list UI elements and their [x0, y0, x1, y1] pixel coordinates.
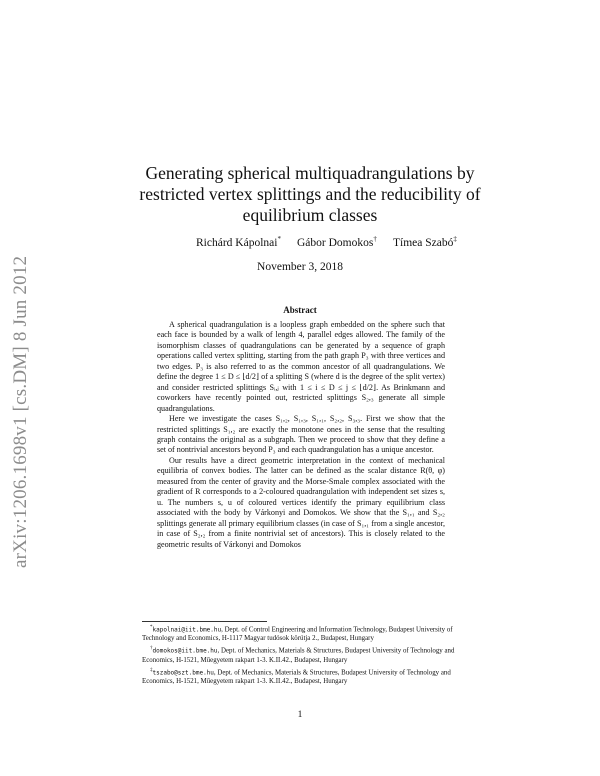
page-number: 1	[297, 710, 303, 720]
title-line: equilibrium classes	[242, 205, 378, 225]
title-line: restricted vertex splittings and the reducibility of	[139, 184, 481, 204]
footnote-email: domokos@iit.bme.hu	[152, 647, 218, 655]
footnote-email: tszabo@szt.bme.hu	[152, 668, 214, 676]
author-domokos: Gábor Domokos†	[297, 235, 377, 249]
footnote-rule	[142, 621, 267, 622]
abstract-paragraph: Here we investigate the cases S₁,₂, S₁,₃, S₁,₁, S₂,₂, S₃,₃. First we show that the restricted splittings S₁,₂ are exactly the monotone ones in the sense that the resulting graph contains the original as a subgraph. Then we proceed to show that they define a set of nontrivial ancestors beyond P₃ and each quadrangulation has a unique ancestor.	[157, 414, 445, 455]
author-szabo: Tímea Szabó‡	[393, 235, 457, 249]
abstract-paragraph: Our results have a direct geometric interpretation in the context of mechanical equilibria of convex bodies. The latter can be defined as the scalar distance R(θ, φ) measured from the center of gravity and the Morse-Smale complex associated with the gradient of R corresponds to a 2-coloured quadrangulation with independent set sizes s, u. The numbers s, u of coloured vertices identify the primary equilibrium class associated with the body by Várkonyi and Domokos. We show that the S₁,₁ and S₂,₂ splittings generate all primary equilibrium classes (in case of S₁,₁ from a single ancestor, in case of S₂,₂ from a finite nontrivial set of ancestors). This is closely related to the geometric results of Várkonyi and Domokos	[157, 455, 445, 549]
footnote-szabo: ‡tszabo@szt.bme.hu, Dept. of Mechanics, Materials & Structures, Budapest University of Technology and Economics, H-1521, Műegyetem rakpart 1-3. K.II.42., Budapest, Hungary	[142, 667, 451, 685]
abstract-paragraph: A spherical quadrangulation is a loopless graph embedded on the sphere such that each face is bounded by a walk of length 4, parallel edges allowed. The family of the isomorphism classes of quadrangulations can be generated by a sequence of graph operations called vertex splitting, starting from the path graph P₃ with three vertices and two edges. P₃ is also referred to as the common ancestor of all quadrangulations. We define the degree 1 ≤ D ≤ ⌊d/2⌋ of a splitting S (where d is the degree of the split vertex) and consider restricted splittings Sᵢ,ⱼ with 1 ≤ i ≤ D ≤ j ≤ ⌊d/2⌋. As Brinkmann and coworkers have recently pointed out, restricted splittings S₂,₃ generate all simple quadrangulations.	[157, 320, 445, 413]
footnote-domokos: †domokos@iit.bme.hu, Dept. of Mechanics, Materials & Structures, Budapest University of Technology and Economics, H-1521, Műegyetem rakpart 1-3. K.II.42., Budapest, Hungary	[142, 646, 455, 664]
footnotes	[142, 623, 458, 687]
paper-date: November 3, 2018	[257, 261, 343, 273]
footnote-email: kapolnai@iit.bme.hu	[152, 626, 222, 634]
arxiv-identifier: arXiv:1206.1698v1 [cs.DM] 8 Jun 2012	[10, 255, 31, 568]
paper-title	[120, 163, 500, 226]
author-kapolnai: Richárd Kápolnai*	[196, 235, 281, 249]
author-list	[0, 235, 600, 251]
footnote-kapolnai: *kapolnai@iit.bme.hu, Dept. of Control Engineering and Information Technology, Budapest University of Technology and Economics, H-1117 Magyar tudósok körútja 2., Budapest, Hungary	[142, 625, 453, 643]
abstract-body	[157, 320, 445, 550]
abstract-heading: Abstract	[283, 305, 317, 315]
title-line: Generating spherical multiquadrangulations by	[145, 163, 475, 183]
